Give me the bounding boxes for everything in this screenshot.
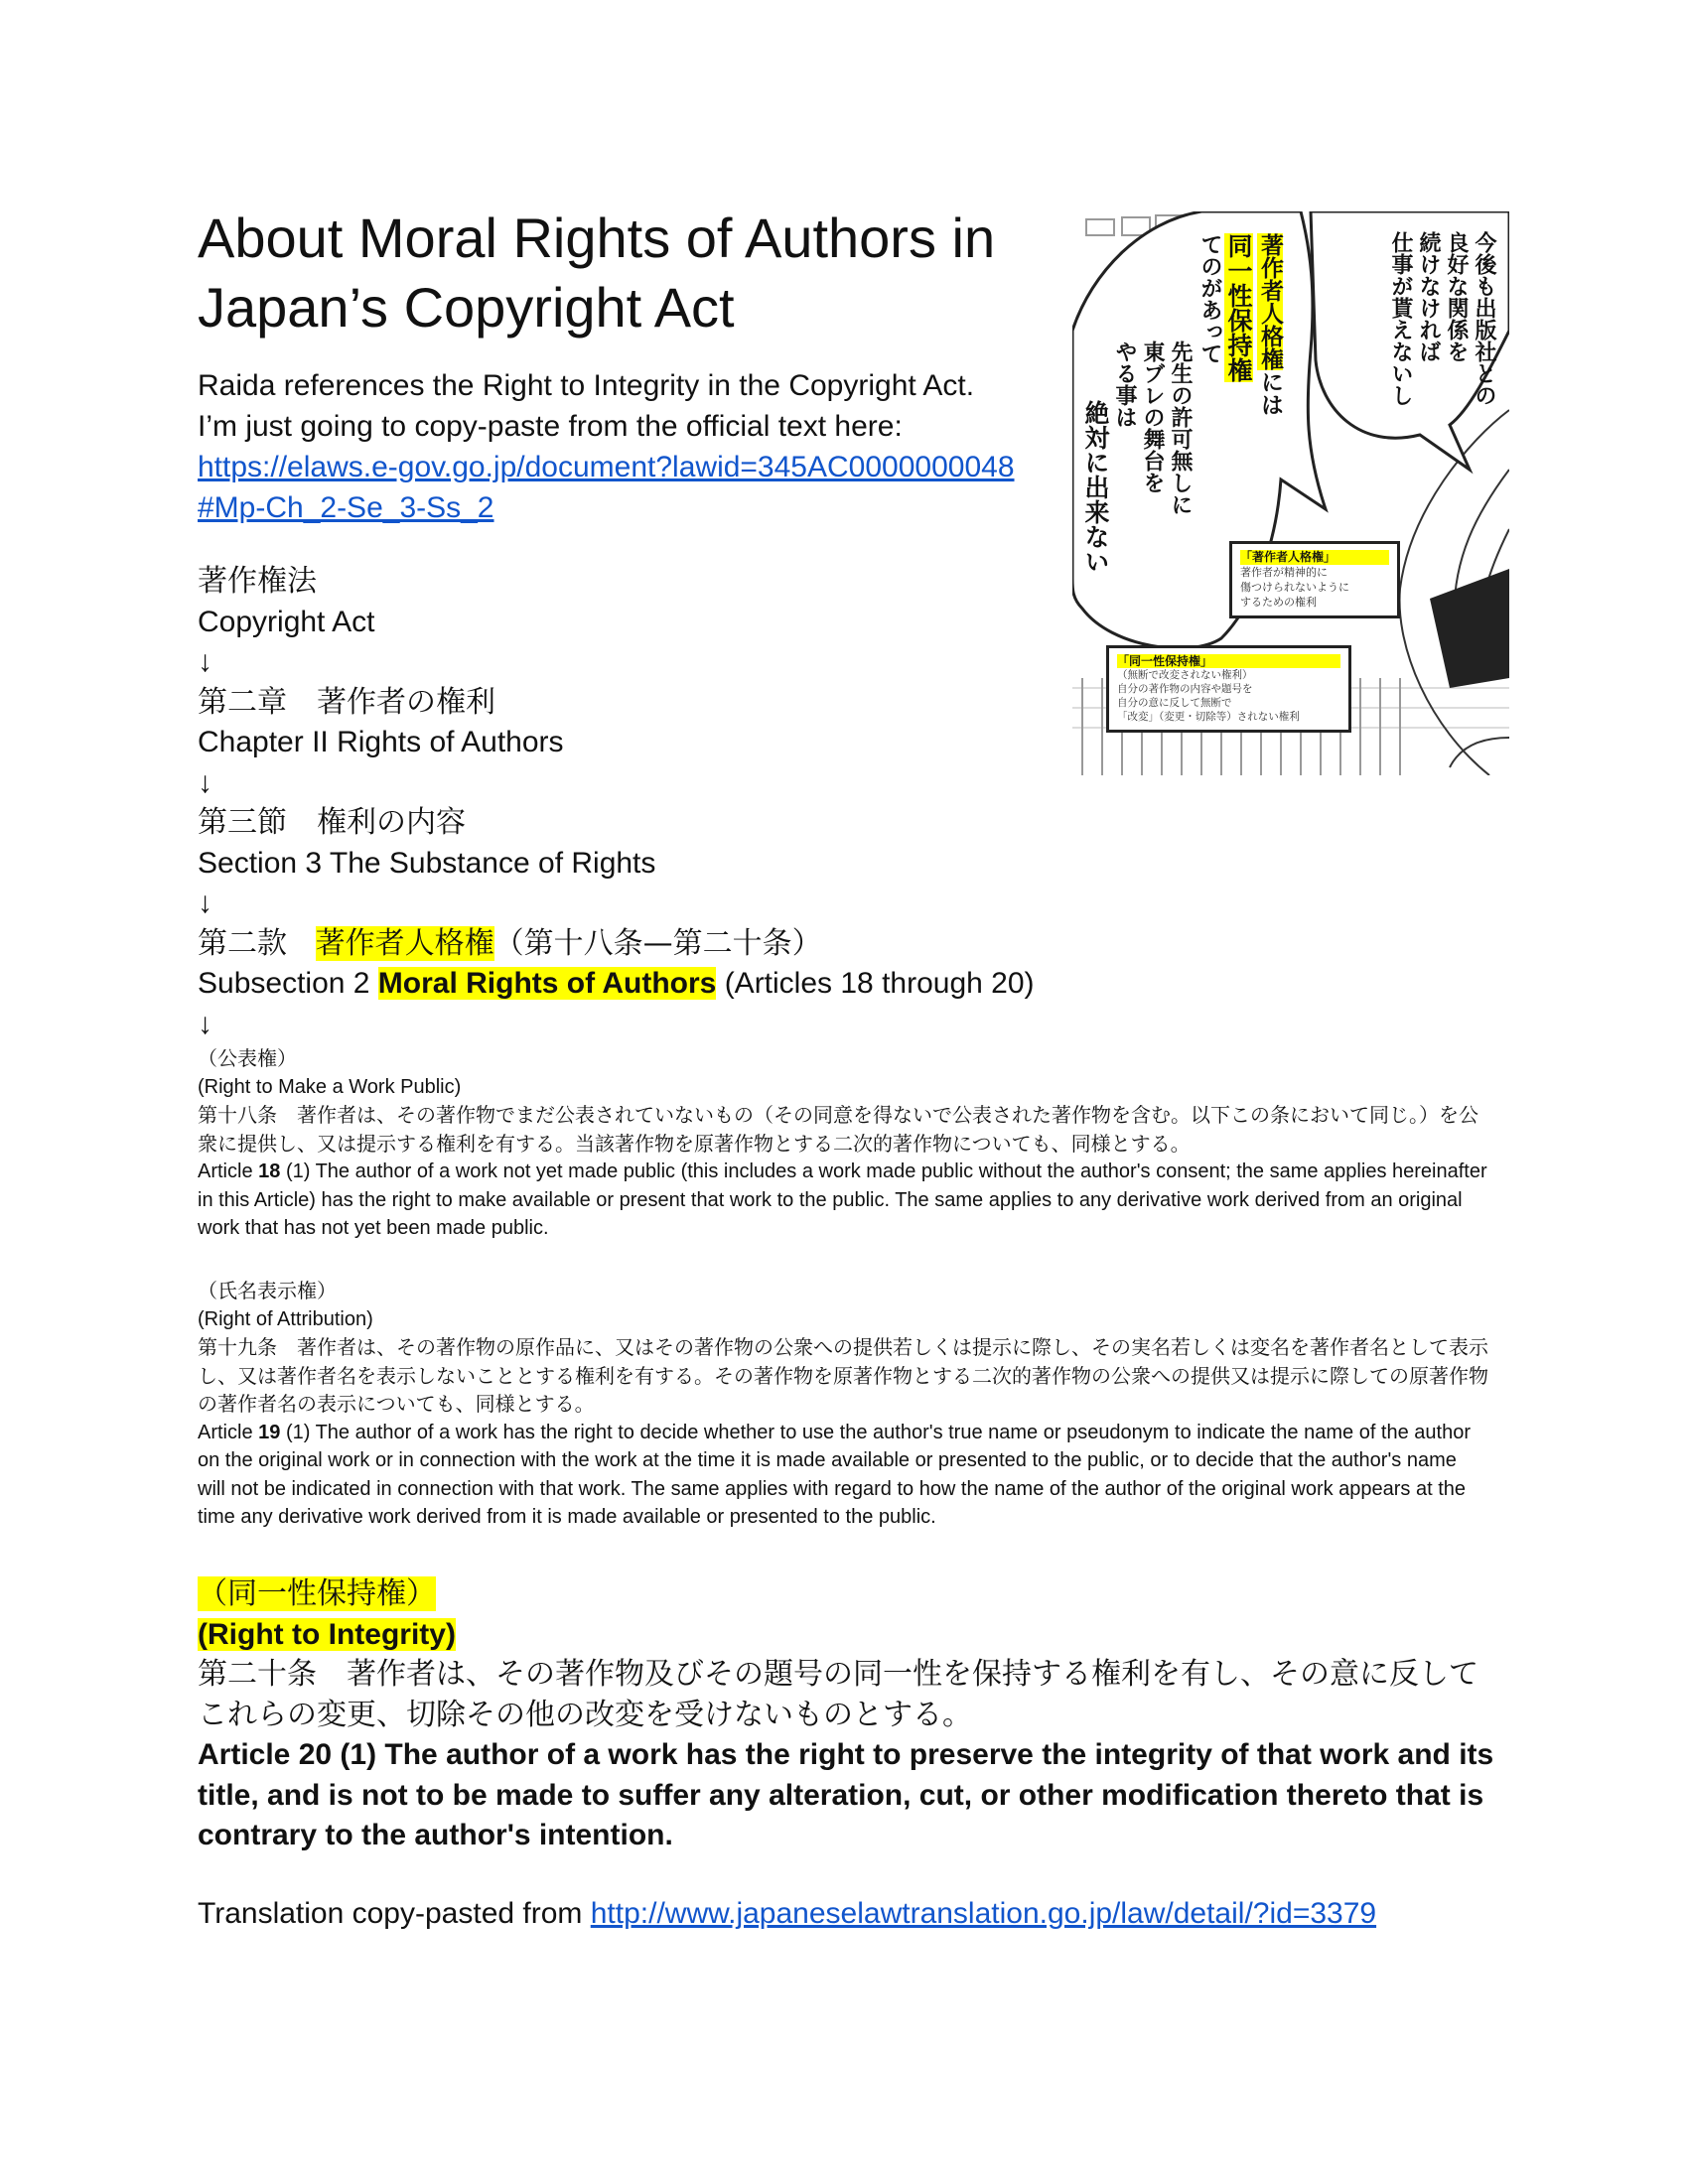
bubble-2-col-1: [1255, 233, 1285, 416]
page-title: [198, 204, 1071, 342]
bubble-2-col-1-rest: には: [1257, 370, 1283, 416]
article-19-text-en: [198, 1419, 1488, 1532]
intro-paragraph: [198, 365, 1071, 528]
article-18-text-en: [198, 1158, 1488, 1243]
article-20-block: [198, 1574, 1498, 1856]
title-line-1: About Moral Rights of Authors in: [198, 206, 996, 269]
down-arrow: ↓: [198, 887, 212, 919]
bubble-2-col-5: 東ブレの舞台を: [1140, 341, 1165, 493]
caption-moral-rights-line-1: 著作者が精神的に: [1240, 566, 1328, 579]
bubble-2-col-4: 先生の許可無しに: [1168, 341, 1193, 515]
article-18-body: (1) The author of a work not yet made public (this includes a work made public without the author's consent; the same applies hereinafter in this Article) has the right to make available or present that work to the public. The same applies to any derivative work derived from an original work that has not yet been made public.: [198, 1160, 1487, 1239]
bubble-1-col-2: 良好な関係を: [1444, 231, 1469, 362]
subsection-jp-prefix: 第二款: [198, 925, 287, 961]
article-20-text-en: Article 20 (1) The author of a work has the right to preserve the integrity of that work and its title, and is not to be made to suffer any alteration, cut, or other modification thereto that is contrary to the author's intention.: [198, 1738, 1494, 1851]
article-19-heading-en: (Right of Attribution): [198, 1307, 373, 1330]
subsection-title-jp: [198, 924, 1488, 965]
caption-moral-rights-line-2: 傷つけられないように: [1240, 581, 1349, 594]
intro-line-1: Raida references the Right to Integrity in the Copyright Act.: [198, 369, 975, 402]
article-19-number: 19: [258, 1421, 281, 1443]
article-18-block: [198, 1044, 1488, 1243]
article-19-label: Article: [198, 1421, 253, 1443]
article-20-heading-en: (Right to Integrity): [198, 1617, 456, 1651]
intro-line-2: I’m just going to copy-paste from the official text here:: [198, 410, 903, 443]
subsection-jp-highlight: 著作者人格権: [315, 925, 494, 961]
subsection-title-en: [198, 964, 1488, 1005]
manga-panel-image: [1072, 211, 1509, 775]
down-arrow: ↓: [198, 765, 212, 799]
down-arrow: ↓: [198, 645, 212, 678]
article-18-text-jp: 第十八条 著作者は、その著作物でまだ公表されていないもの（その同意を得ないで公表された著作物を含む。以下この条において同じ。）を公衆に提供し、又は提示する権利を有する。当該著作物を原著作物とする二次的著作物についても、同様とする。: [198, 1103, 1478, 1156]
subsection-en-prefix: Subsection 2: [198, 967, 370, 1000]
article-19-text-jp: 第十九条 著作者は、その著作物の原作品に、又はその著作物の公衆への提供若しくは提示に際し、その実名若しくは変名を著作者名として表示し、又は著作者名を表示しないこととする権利を有する。その著作物を原著作物とする二次的著作物の公衆への提供又は提示に際しての原著作物の著作者名の表示についても、同様とする。: [198, 1335, 1488, 1416]
bubble-2-col-6: やる事は: [1112, 341, 1137, 428]
subsection-jp-suffix: （第十八条—第二十条）: [493, 925, 822, 961]
caption-integrity-line-1: （無断で改変されない権利）: [1117, 669, 1253, 681]
bubble-2-col-2-highlight: 同一性保持権: [1224, 233, 1253, 382]
section-title-en: Section 3 The Substance of Rights: [198, 846, 656, 880]
bubble-1-col-3: 続けなければ: [1416, 231, 1441, 362]
chapter-title-jp: 第二章 著作者の権利: [198, 684, 495, 720]
bubble-2-col-7: 絶対に出来ない: [1081, 400, 1110, 574]
article-18-label: Article: [198, 1160, 253, 1182]
elaws-link-line-1[interactable]: https://elaws.e-gov.go.jp/document?lawid=345AC0000000048: [198, 451, 1015, 483]
caption-moral-rights: [1229, 541, 1400, 618]
article-18-heading-en: (Right to Make a Work Public): [198, 1075, 462, 1098]
caption-moral-rights-line-3: するための権利: [1240, 596, 1317, 609]
bubble-2-col-2: [1223, 233, 1254, 382]
article-18-number: 18: [258, 1160, 281, 1182]
subsection-en-suffix: (Articles 18 through 20): [724, 967, 1035, 1000]
translation-source: [198, 1894, 1376, 1934]
bubble-1-col-1: 今後も出版社との: [1472, 231, 1496, 406]
bubble-2-col-1-highlight: 著作者人格権: [1257, 233, 1283, 370]
section-title-jp: 第三節 権利の内容: [198, 805, 466, 840]
bubble-1-col-4: 仕事が貰えないし: [1388, 231, 1413, 406]
subsection-en-highlight: Moral Rights of Authors: [377, 967, 717, 1000]
article-19-body: (1) The author of a work has the right to decide whether to use the author's true name or pseudonym to indicate the name of the author on the original work or in connection with the work at the time it is made available or presented to the public, or to decide that the author's name will not be indicated in connection with that work. The same applies with regard to how the name of the author of the original work appears at the time any derivative work derived from it is made available or presented to the public.: [198, 1421, 1471, 1528]
down-arrow: ↓: [198, 1007, 212, 1040]
article-20-text-jp: 第二十条 著作者は、その著作物及びその題号の同一性を保持する権利を有し、その意に反してこれらの変更、切除その他の改変を受けないものとする。: [198, 1657, 1478, 1732]
article-20-heading-jp: （同一性保持権）: [198, 1576, 436, 1611]
bubble-2-col-3: てのがあって: [1197, 233, 1222, 364]
article-19-block: [198, 1277, 1488, 1532]
act-title-jp: 著作権法: [198, 564, 317, 599]
caption-integrity-title: 「同一性保持権」: [1117, 654, 1340, 668]
caption-integrity-line-2: 自分の著作物の内容や題号を: [1117, 683, 1253, 695]
caption-integrity-line-4: 「改変」（変更・切除等）されない権利: [1117, 711, 1300, 723]
article-19-heading-jp: （氏名表示権）: [198, 1279, 337, 1302]
act-title-en: Copyright Act: [198, 605, 375, 638]
article-18-heading-jp: （公表権）: [198, 1046, 297, 1070]
title-line-2: Japan’s Copyright Act: [198, 276, 735, 339]
footer-prefix: Translation copy-pasted from: [198, 1897, 591, 1930]
japaneselawtranslation-link[interactable]: http://www.japaneselawtranslation.go.jp/law/detail/?id=3379: [590, 1897, 1377, 1930]
caption-integrity-line-3: 自分の意に反して無断で: [1117, 697, 1232, 709]
caption-moral-rights-title: 「著作者人格権」: [1240, 550, 1389, 565]
elaws-link-line-2[interactable]: #Mp-Ch_2-Se_3-Ss_2: [198, 491, 494, 524]
caption-integrity: [1106, 645, 1351, 733]
chapter-title-en: Chapter II Rights of Authors: [198, 726, 564, 758]
